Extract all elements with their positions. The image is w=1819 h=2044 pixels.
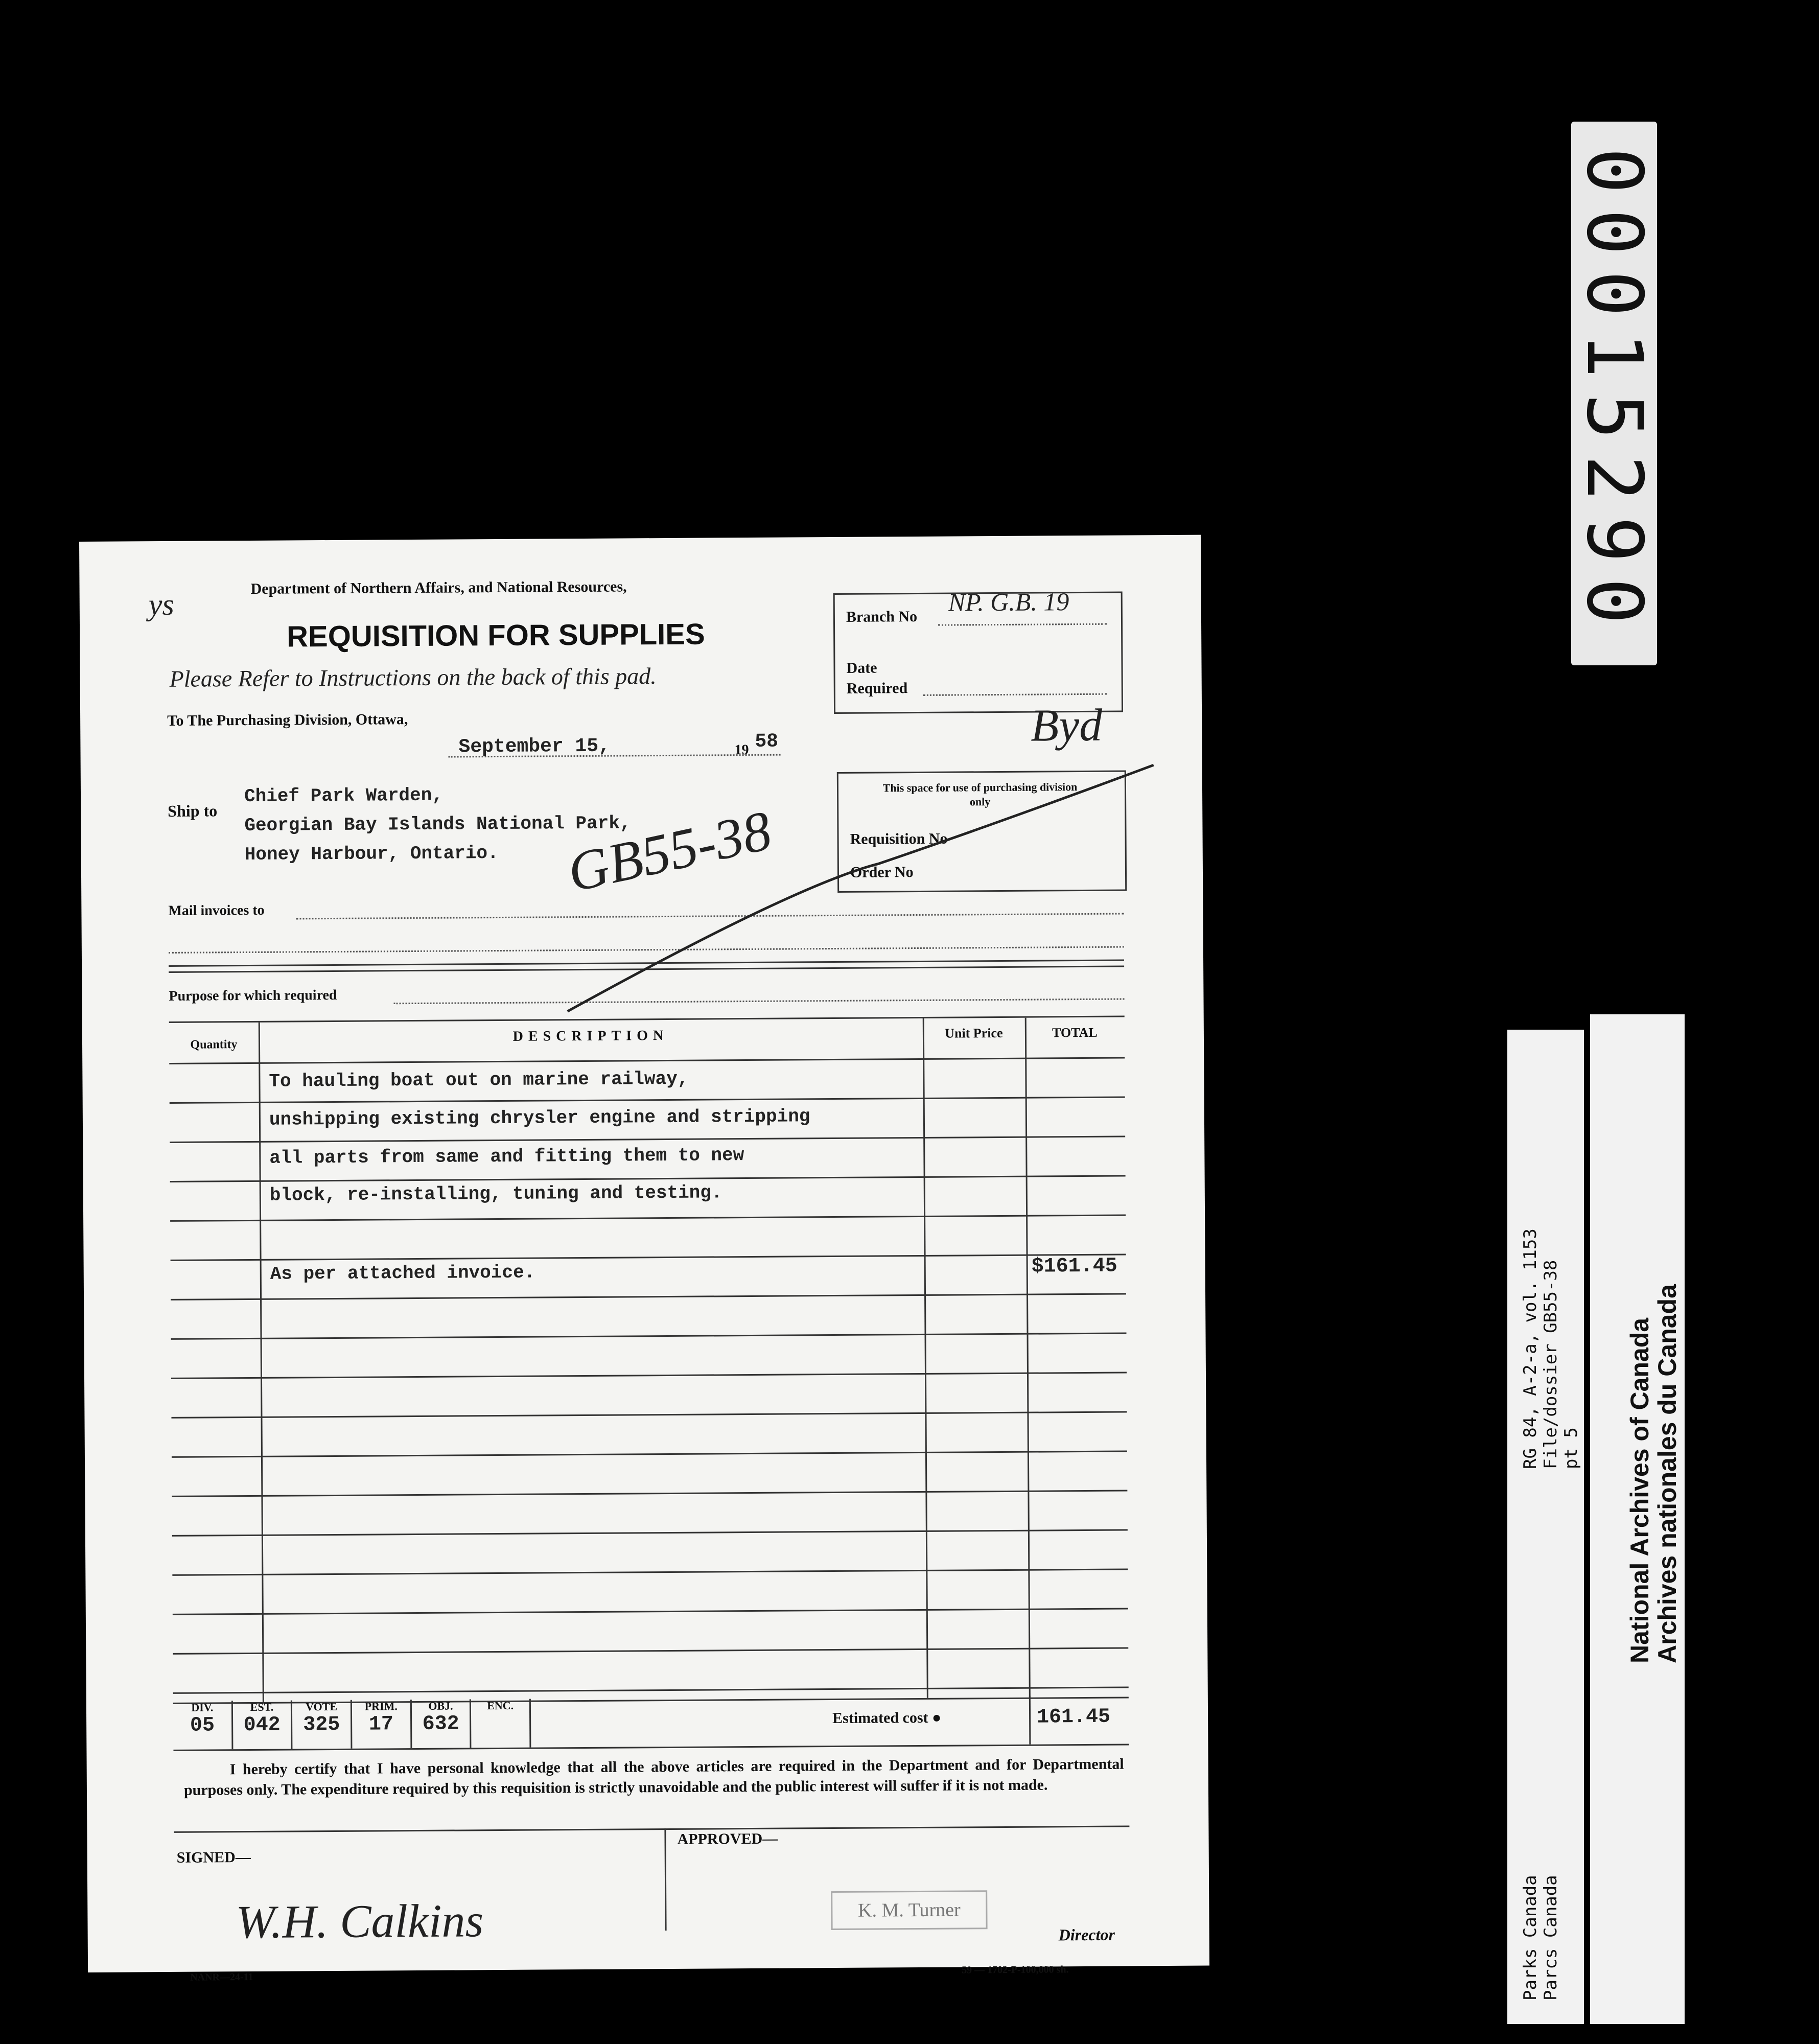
table-rule <box>170 1175 1126 1182</box>
table-rule <box>172 1490 1127 1497</box>
estimated-cost-value: 161.45 <box>1036 1705 1111 1729</box>
code-obj <box>412 1699 472 1748</box>
items-table <box>169 1016 1129 1704</box>
approver-stamp: K. M. Turner <box>831 1890 987 1930</box>
frame-number-strip <box>1571 122 1657 665</box>
table-rule <box>169 1057 1125 1064</box>
approved-label: APPROVED— <box>677 1830 778 1848</box>
col-divider <box>923 1018 928 1698</box>
purchasing-division: To The Purchasing Division, Ottawa, <box>167 711 408 729</box>
table-rule <box>171 1372 1127 1379</box>
pen-stroke <box>79 535 1204 1053</box>
corner-mark: ys <box>148 587 174 622</box>
ship-to-label: Ship to <box>168 801 218 820</box>
date-required-label: Date <box>846 659 877 677</box>
code-label: VOTE <box>306 1700 338 1713</box>
description-line: block, re-installing, tuning and testing. <box>269 1182 722 1206</box>
reference-line-1: RG 84, A-2-a, vol. 1153 <box>1520 1228 1541 1469</box>
code-label: ENC. <box>487 1699 514 1712</box>
signature: W.H. Calkins <box>236 1894 484 1948</box>
parks-fr: Parcs Canada <box>1541 1875 1561 2001</box>
table-rule <box>171 1293 1126 1300</box>
order-number-label: Order No <box>850 864 914 881</box>
nac-fr: Archives nationales du Canada <box>1653 1284 1682 1663</box>
parks-en: Parks Canada <box>1520 1875 1541 2001</box>
handwritten-initials: Byd <box>1030 700 1103 751</box>
description-line: all parts from same and fitting them to new <box>269 1145 744 1169</box>
handwritten-file-number: GB55-38 <box>562 799 777 904</box>
requisition-number-label: Requisition No <box>850 830 948 848</box>
estimated-cost-label: Estimated cost ● <box>832 1709 942 1727</box>
code-value: 17 <box>368 1713 394 1736</box>
unit-price-header: Unit Price <box>945 1025 1003 1041</box>
ship-to-line-3: Honey Harbour, Ontario. <box>244 842 499 866</box>
date-required-label-2: Required <box>846 680 908 697</box>
table-rule <box>173 1647 1128 1654</box>
description-line: As per attached invoice. <box>270 1262 535 1285</box>
total-header: TOTAL <box>1052 1025 1098 1040</box>
code-label: PRIM. <box>364 1700 398 1713</box>
year-prefix: 19 <box>734 742 749 758</box>
divider <box>174 1825 1129 1832</box>
line-total: $161.45 <box>1031 1255 1117 1279</box>
divider <box>664 1828 666 1931</box>
instructions-note: Please Refer to Instructions on the back of this pad. <box>169 663 657 692</box>
col-divider <box>1029 1696 1031 1745</box>
code-value: 042 <box>243 1713 281 1737</box>
table-rule <box>173 1608 1128 1615</box>
code-value: 325 <box>303 1713 340 1737</box>
purpose-label: Purpose for which required <box>169 987 337 1004</box>
code-enc <box>471 1699 531 1748</box>
department-name: Department of Northern Affairs, and National Resources, <box>250 578 627 597</box>
certification-text: I hereby certify that I have personal knowledge that all the above articles are required in the Department and for Departmental purposes only. The expenditure required by this requisition is strictly unavoidable and the public interest will suffer if it is not made. <box>183 1755 1124 1799</box>
reference-line-2: File/dossier GB55-38 <box>1541 1260 1561 1469</box>
table-rule <box>172 1451 1127 1458</box>
mail-invoices-label: Mail invoices to <box>168 902 265 919</box>
code-est <box>233 1700 293 1749</box>
purchasing-box-title: This space for use of purchasing division only <box>882 780 1078 808</box>
table-rule <box>170 1097 1125 1104</box>
code-vote <box>292 1700 352 1749</box>
description-line: unshipping existing chrysler engine and stripping <box>269 1106 810 1130</box>
code-label: DIV. <box>191 1701 214 1714</box>
form-title: REQUISITION FOR SUPPLIES <box>286 617 705 654</box>
director-label: Director <box>1058 1925 1115 1944</box>
quantity-header: Quantity <box>190 1038 238 1052</box>
table-rule <box>172 1529 1128 1537</box>
printer-code: 59 — 1702-P-100,000 sh. <box>962 1964 1069 1976</box>
code-value: 05 <box>190 1714 215 1737</box>
table-rule <box>171 1254 1126 1261</box>
code-label: OBJ. <box>428 1699 453 1712</box>
codes-row <box>173 1695 1129 1751</box>
parks-canada-label <box>1507 1030 1584 2024</box>
table-rule <box>172 1569 1128 1576</box>
nac-en: National Archives of Canada <box>1625 1317 1654 1663</box>
branch-number: NP. G.B. 19 <box>948 587 1069 617</box>
col-divider <box>1025 1018 1031 1698</box>
code-prim <box>352 1700 412 1749</box>
requisition-form <box>79 535 1209 1983</box>
description-header: DESCRIPTION <box>512 1027 669 1044</box>
table-rule <box>171 1411 1127 1419</box>
signed-label: SIGNED— <box>176 1848 251 1866</box>
code-div <box>173 1701 233 1750</box>
code-value: 632 <box>422 1712 459 1736</box>
table-rule <box>170 1136 1125 1143</box>
code-label: EST. <box>250 1700 274 1713</box>
branch-label: Branch No <box>846 608 918 625</box>
col-divider <box>259 1023 264 1702</box>
ship-to-line-1: Chief Park Warden, <box>244 784 444 807</box>
year-suffix: 58 <box>755 730 779 753</box>
table-rule <box>171 1333 1127 1340</box>
frame-number: 00015290 <box>1570 147 1659 640</box>
description-line: To hauling boat out on marine railway, <box>269 1068 689 1092</box>
form-code: NANR—24-11 <box>190 1971 253 1983</box>
requisition-date: September 15, <box>458 735 611 758</box>
national-archives-label <box>1590 1014 1685 2024</box>
table-rule <box>170 1215 1126 1222</box>
reference-line-3: pt 5 <box>1561 1427 1581 1469</box>
table-rule <box>173 1686 1129 1693</box>
ship-to-line-2: Georgian Bay Islands National Park, <box>244 812 631 837</box>
